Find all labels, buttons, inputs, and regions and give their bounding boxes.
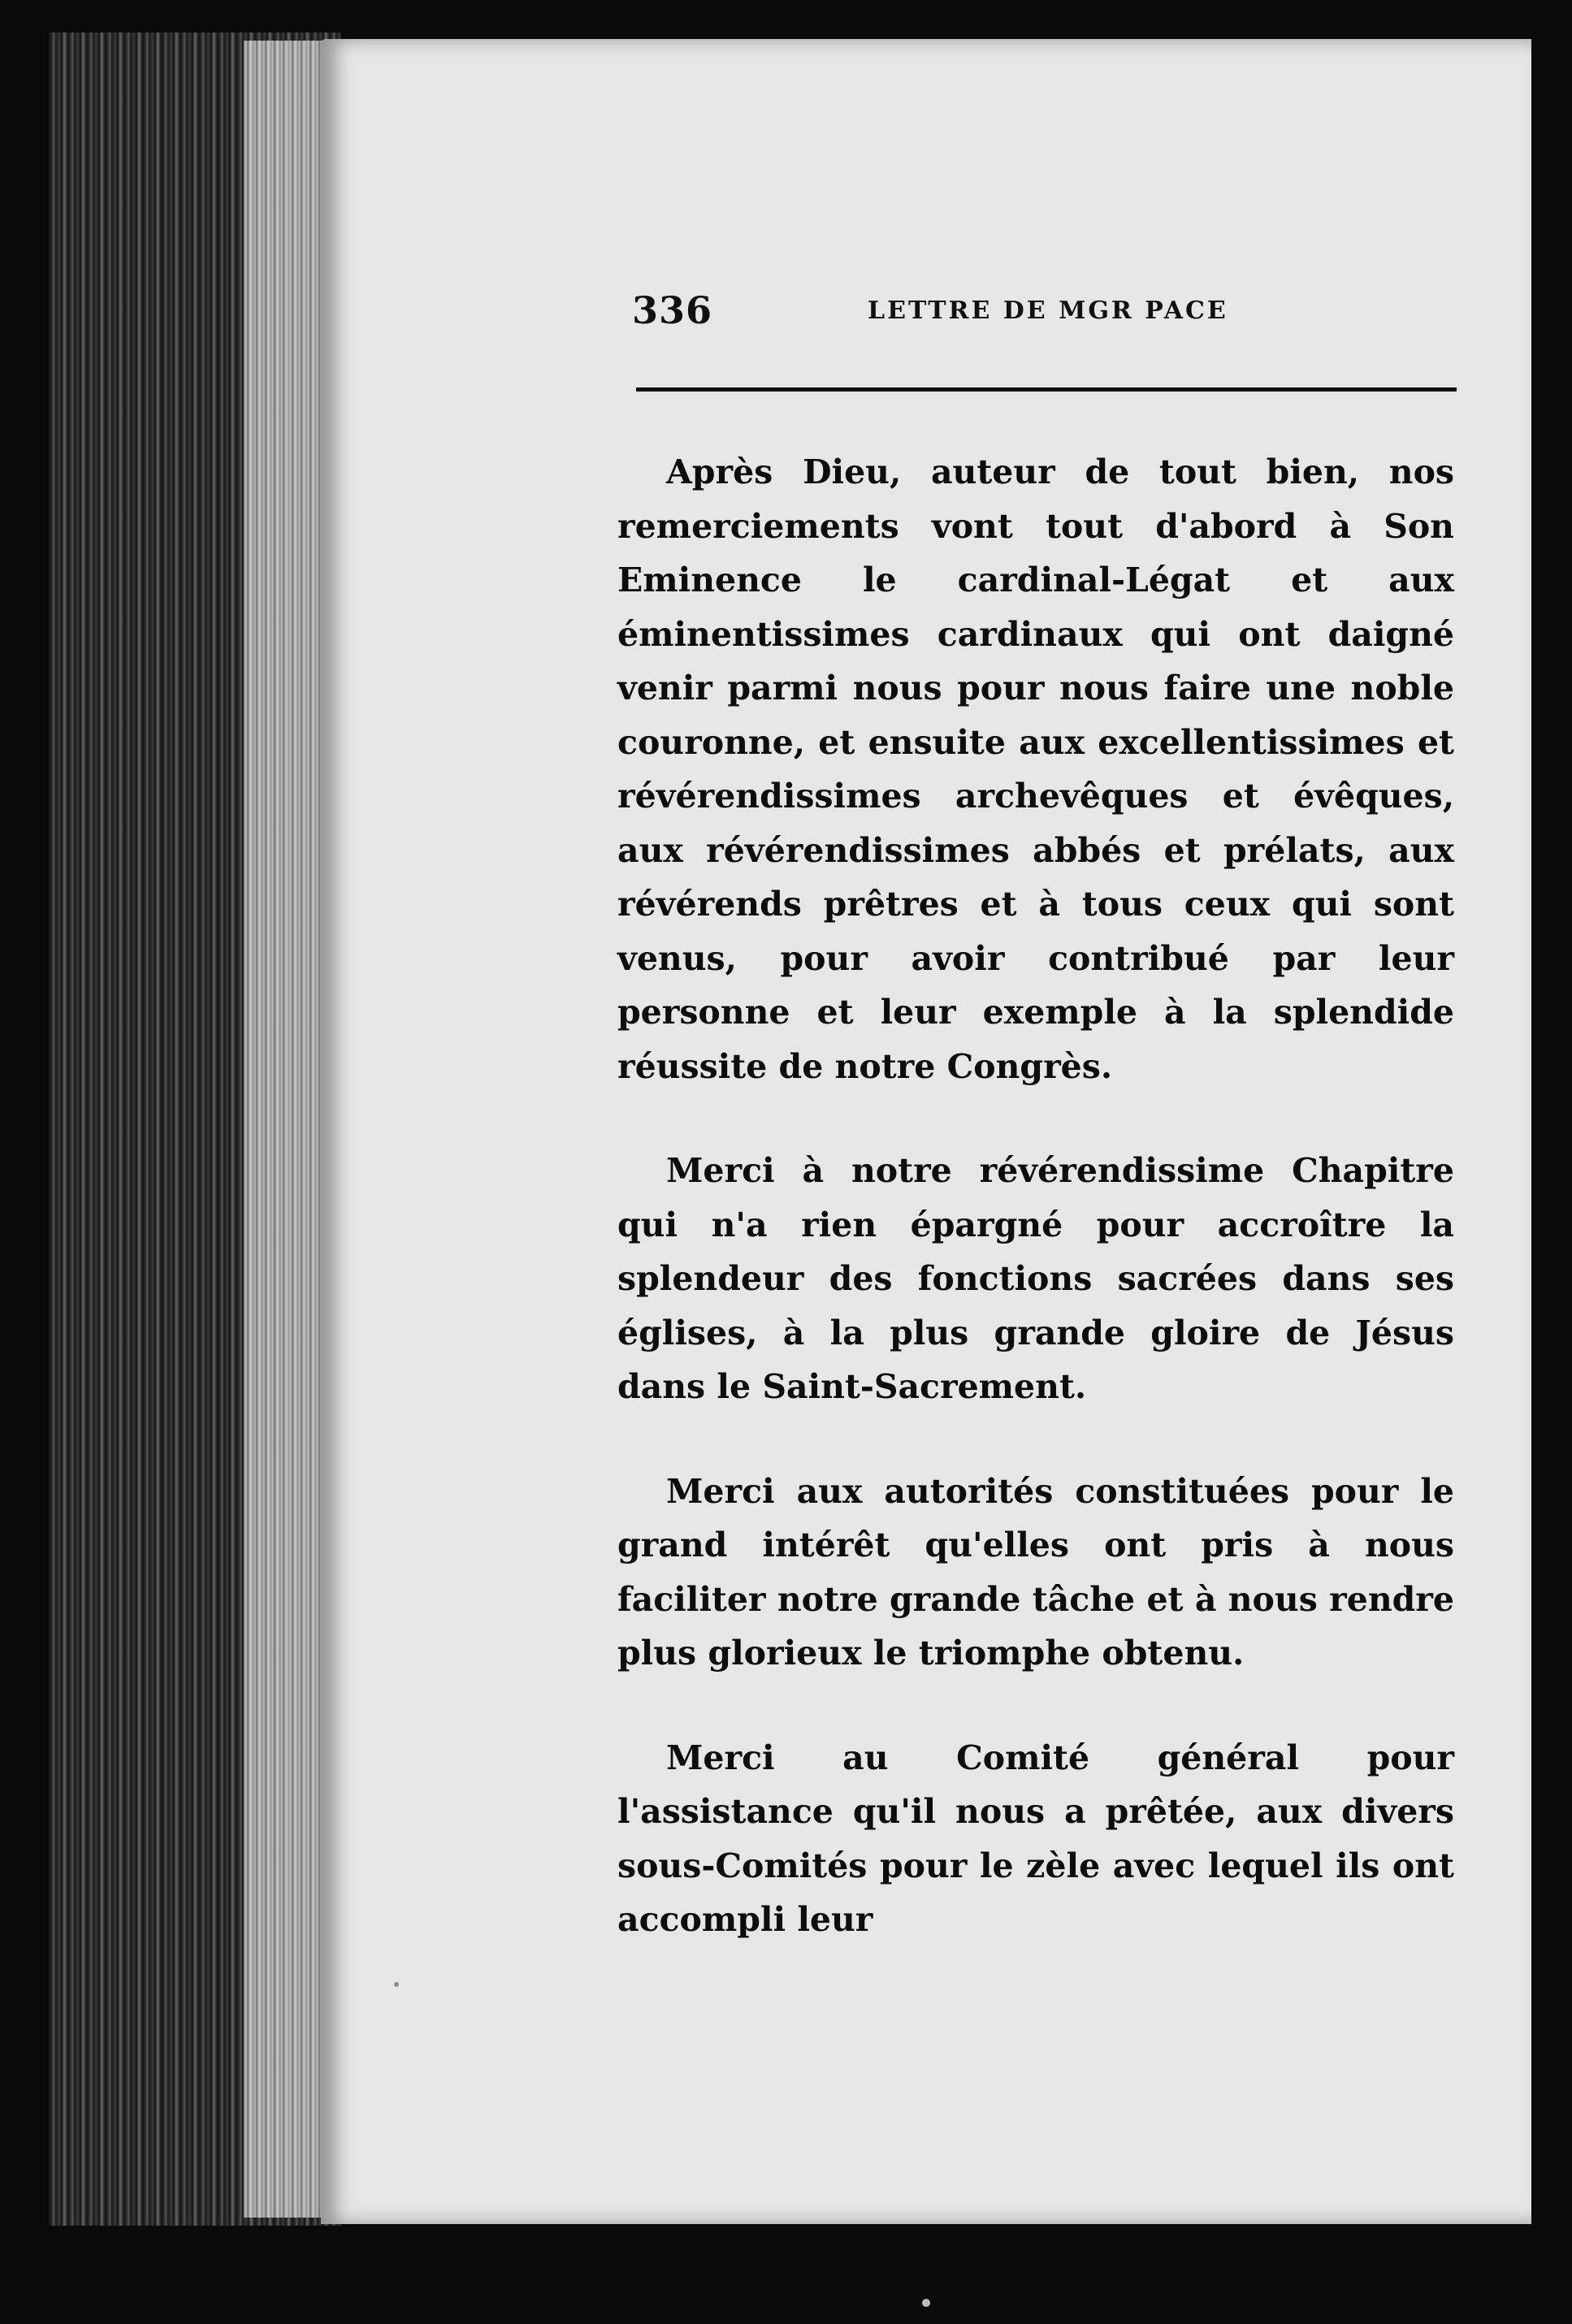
page-header <box>632 288 1454 337</box>
book-page-edges-highlight <box>244 41 333 2218</box>
header-rule <box>636 387 1457 392</box>
body-text <box>617 445 1454 1947</box>
paragraph: Merci au Comité général pour l'assistance qu'il nous a prêtée, aux divers sous-Comités pour le zèle avec lequel ils ont accompli leur <box>617 1738 1454 1939</box>
page-number: 336 <box>632 288 713 332</box>
running-head: LETTRE DE MGR PACE <box>868 296 1228 325</box>
dust-speck <box>922 2299 930 2307</box>
paragraph: Merci aux autorités constituées pour le grand intérêt qu'elles ont pris à nous faciliter notre grande tâche et à nous rendre plus glorieux le triomphe obtenu. <box>617 1471 1454 1673</box>
paragraph: Merci à notre révérendissime Chapitre qui n'a rien épargné pour accroître la splendeur des fonctions sacrées dans ses églises, à la plus grande gloire de Jésus dans le Saint-Sacrement. <box>617 1151 1454 1406</box>
dust-speck <box>394 1982 399 1987</box>
paragraph: Après Dieu, auteur de tout bien, nos remerciements vont tout d'abord à Son Eminence le cardinal-Légat et aux éminentissimes cardinaux qui ont daigné venir parmi nous pour nous faire une noble couronne, et ensuite aux excellentissimes et révérendissimes archevêques et évêques, aux révérendissimes abbés et prélats, aux révérends prêtres et à tous ceux qui sont venus, pour avoir contribué par leur personne et leur exemple à la splendide réussite de notre Congrès. <box>617 452 1454 1086</box>
